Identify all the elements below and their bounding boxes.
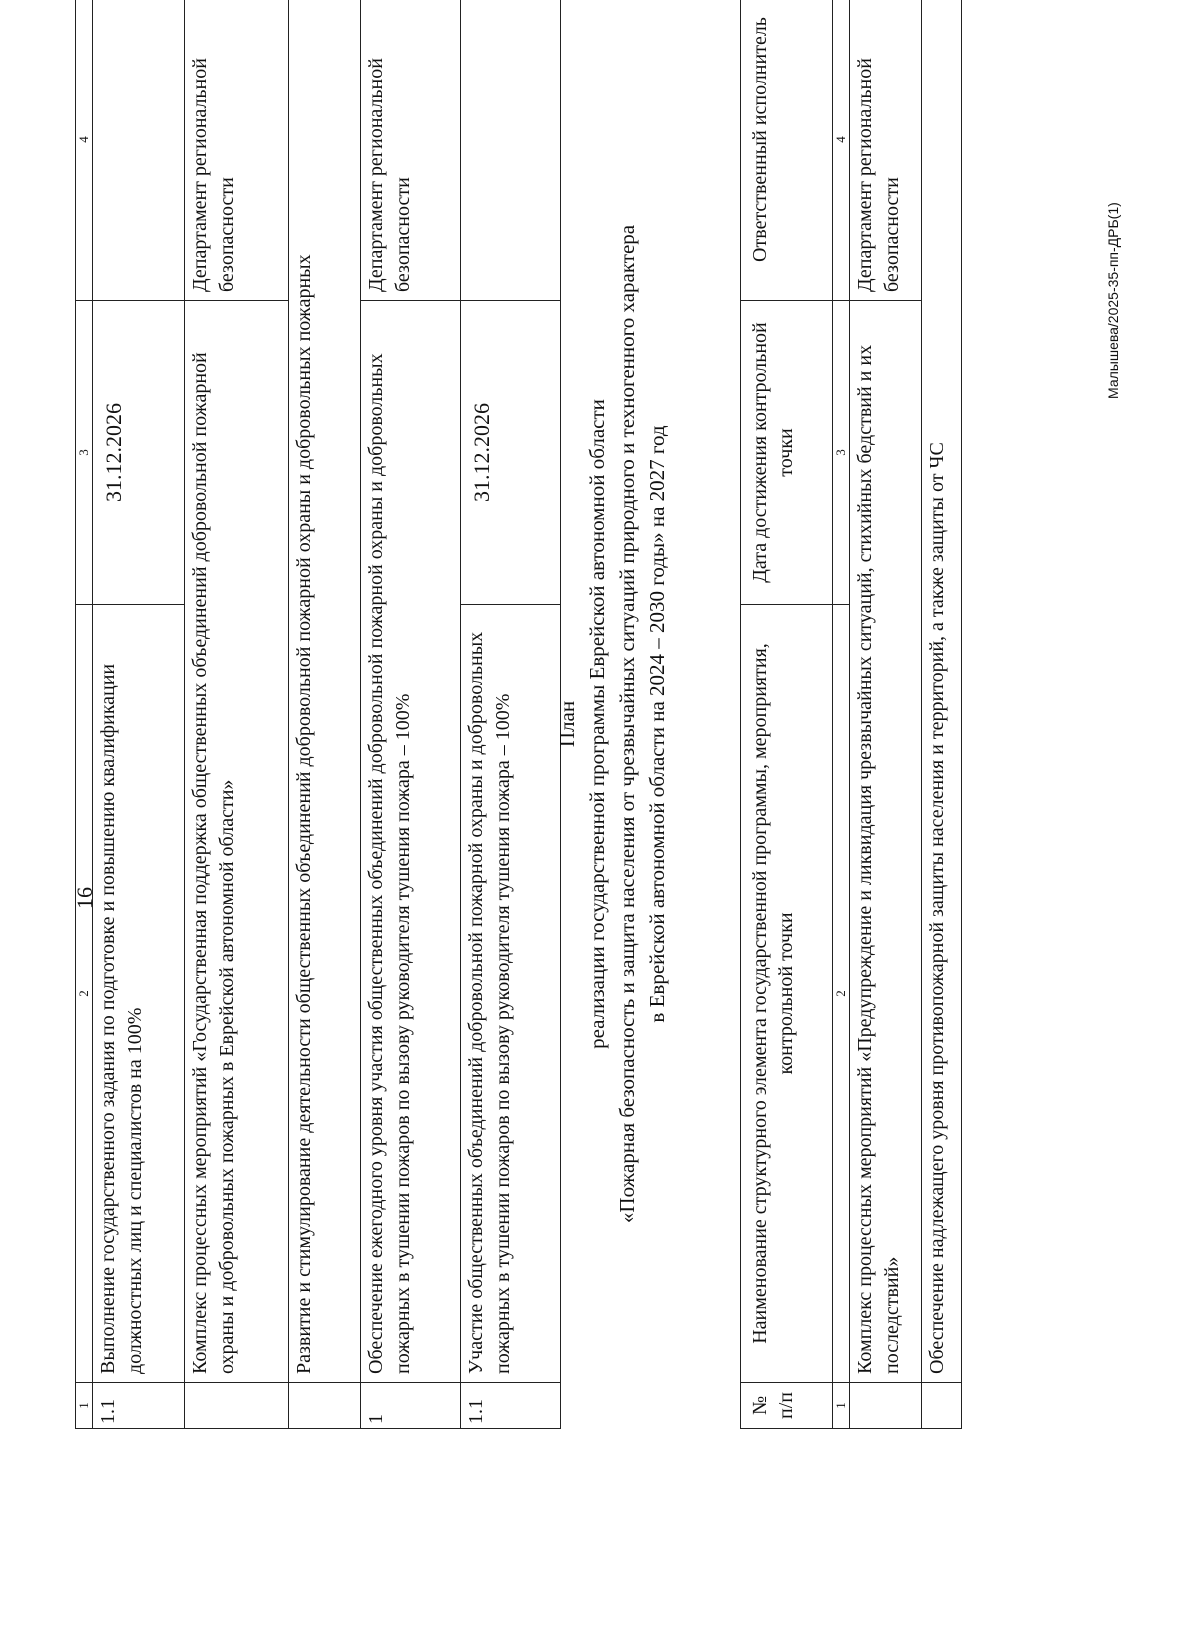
plan-table xyxy=(740,0,962,1429)
table-row xyxy=(850,0,922,1429)
table-row xyxy=(289,0,361,1429)
milestone-table-continued xyxy=(75,0,561,1429)
col-number: 2 xyxy=(76,605,93,1383)
table-header-numbers xyxy=(76,0,93,1429)
row-executor xyxy=(93,0,185,301)
row-executor: Департамент региональной безопасности xyxy=(850,0,922,301)
table-row xyxy=(93,0,185,1429)
row-text: Выполнение государственного задания по подготовке и повышению квалификации должностных лиц и специалистов на 100% xyxy=(93,605,185,1383)
row-text: Комплекс процессных мероприятий «Предупреждение и ликвидация чрезвычайных ситуаций, стихийных бедствий и их последствий» xyxy=(850,301,922,1383)
row-number: 1.1 xyxy=(461,1383,561,1429)
row-text: Участие общественных объединений добровольной пожарной охраны и добровольных пожарных в тушении пожаров по вызову руководителя тушения пожара – 100% xyxy=(461,605,561,1383)
row-number xyxy=(289,1383,361,1429)
row-executor: Департамент региональной безопасности xyxy=(185,0,289,301)
page-number: 16 xyxy=(72,887,97,909)
table-row xyxy=(461,0,561,1429)
document-code: Малышева/2025-35-пп-ДРБ(1) xyxy=(1105,202,1121,399)
col-number: 3 xyxy=(833,301,850,605)
row-number: 1 xyxy=(361,1383,461,1429)
table-header xyxy=(741,0,833,1429)
plan-subtitle-line: в Еврейской автономной области на 2024 – 2030 годы» на 2027 год xyxy=(645,425,669,1023)
table-row xyxy=(185,0,289,1429)
row-text: Обеспечение ежегодного уровня участия общественных объединений добровольной пожарной охраны и добровольных пожарных в тушении пожаров по вызову руководителя тушения пожара – 100% xyxy=(361,301,461,1383)
header-cell: Наименование структурного элемента государственной программы, мероприятия, контрольной точки xyxy=(741,605,833,1383)
table-header-numbers xyxy=(833,0,850,1429)
row-executor: Департамент региональной безопасности xyxy=(361,0,461,301)
row-section-text: Развитие и стимулирование деятельности общественных объединений добровольной пожарной охраны и добровольных пожарных xyxy=(289,0,361,1383)
col-number: 1 xyxy=(76,1383,93,1429)
header-cell: Ответственный исполнитель xyxy=(741,0,833,301)
table-row xyxy=(922,0,962,1429)
table-row xyxy=(361,0,461,1429)
row-number xyxy=(185,1383,289,1429)
plan-title: План xyxy=(555,700,579,748)
row-number xyxy=(922,1383,962,1429)
row-date: 31.12.2026 xyxy=(93,301,185,605)
row-number: 1.1 xyxy=(93,1383,185,1429)
row-executor xyxy=(461,0,561,301)
col-number: 1 xyxy=(833,1383,850,1429)
col-number: 4 xyxy=(833,0,850,301)
header-cell: Дата достижения контрольной точки xyxy=(741,301,833,605)
header-cell: № п/п xyxy=(741,1383,833,1429)
col-number: 3 xyxy=(76,301,93,605)
plan-heading xyxy=(552,0,672,1449)
row-date: 31.12.2026 xyxy=(461,301,561,605)
row-number xyxy=(850,1383,922,1429)
plan-subtitle-line: реализации государственной программы Еврейской автономной области xyxy=(585,399,609,1049)
row-text: Комплекс процессных мероприятий «Государственная поддержка общественных объединений добровольной пожарной охраны и добровольных пожарных в Еврейской автономной области» xyxy=(185,301,289,1383)
row-section-text: Обеспечение надлежащего уровня противопожарной защиты населения и территорий, а также защиты от ЧС xyxy=(922,0,962,1383)
col-number: 2 xyxy=(833,605,850,1383)
plan-subtitle-line: «Пожарная безопасность и защита населения от чрезвычайных ситуаций природного и техногенного характера xyxy=(615,224,639,1224)
col-number: 4 xyxy=(76,0,93,301)
